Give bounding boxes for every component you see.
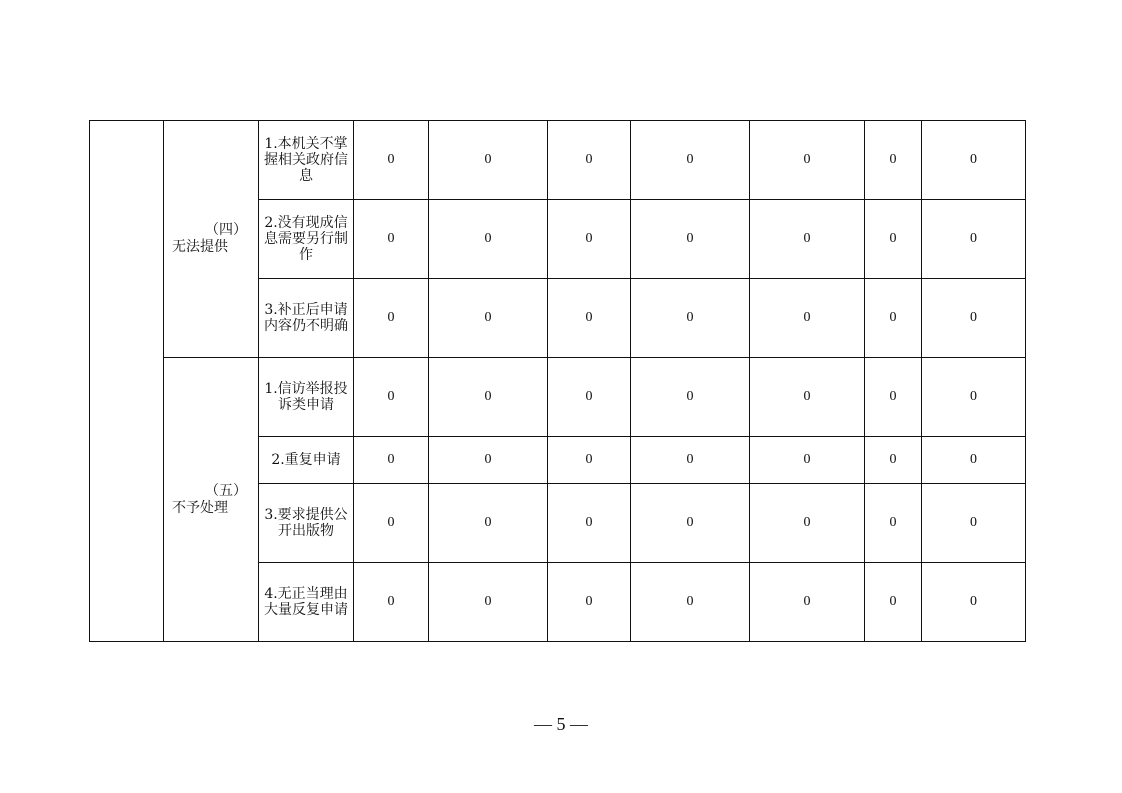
value-cell: 0 (865, 358, 922, 437)
value-cell: 0 (429, 358, 548, 437)
item-label: 2.重复申请 (259, 437, 354, 484)
value-cell: 0 (354, 563, 429, 642)
value-cell: 0 (429, 200, 548, 279)
value-cell: 0 (354, 121, 429, 200)
group-number: （五） (205, 482, 247, 499)
group-label-cell (164, 121, 259, 358)
value-cell: 0 (354, 279, 429, 358)
group-title: 不予处理 (172, 499, 228, 516)
value-cell: 0 (548, 484, 631, 563)
table-row (90, 358, 1026, 437)
value-cell: 0 (750, 121, 865, 200)
value-cell: 0 (631, 200, 750, 279)
value-cell: 0 (922, 358, 1026, 437)
value-cell: 0 (922, 279, 1026, 358)
statistics-table (89, 120, 1026, 642)
item-label: 1.信访举报投诉类申请 (259, 358, 354, 437)
value-cell: 0 (865, 200, 922, 279)
value-cell: 0 (865, 279, 922, 358)
value-cell: 0 (354, 358, 429, 437)
value-cell: 0 (750, 563, 865, 642)
value-cell: 0 (631, 563, 750, 642)
value-cell: 0 (548, 121, 631, 200)
value-cell: 0 (354, 437, 429, 484)
page-number: — 5 — (534, 714, 588, 734)
value-cell: 0 (429, 437, 548, 484)
value-cell: 0 (865, 437, 922, 484)
value-cell: 0 (865, 563, 922, 642)
value-cell: 0 (865, 484, 922, 563)
value-cell: 0 (631, 484, 750, 563)
value-cell: 0 (429, 121, 548, 200)
value-cell: 0 (750, 358, 865, 437)
value-cell: 0 (548, 358, 631, 437)
value-cell: 0 (922, 200, 1026, 279)
value-cell: 0 (922, 563, 1026, 642)
item-label: 3.要求提供公开出版物 (259, 484, 354, 563)
value-cell: 0 (750, 279, 865, 358)
empty-category-cell (90, 121, 164, 642)
item-label: 4.无正当理由大量反复申请 (259, 563, 354, 642)
value-cell: 0 (429, 484, 548, 563)
value-cell: 0 (922, 121, 1026, 200)
value-cell: 0 (922, 484, 1026, 563)
value-cell: 0 (750, 437, 865, 484)
value-cell: 0 (354, 200, 429, 279)
value-cell: 0 (750, 484, 865, 563)
value-cell: 0 (631, 279, 750, 358)
item-label: 3.补正后申请内容仍不明确 (259, 279, 354, 358)
value-cell: 0 (922, 437, 1026, 484)
value-cell: 0 (631, 358, 750, 437)
value-cell: 0 (354, 484, 429, 563)
table-row (90, 121, 1026, 200)
value-cell: 0 (548, 200, 631, 279)
group-label-cell (164, 358, 259, 642)
value-cell: 0 (631, 437, 750, 484)
value-cell: 0 (429, 279, 548, 358)
value-cell: 0 (548, 279, 631, 358)
value-cell: 0 (865, 121, 922, 200)
item-label: 1.本机关不掌握相关政府信息 (259, 121, 354, 200)
value-cell: 0 (548, 437, 631, 484)
value-cell: 0 (548, 563, 631, 642)
value-cell: 0 (750, 200, 865, 279)
value-cell: 0 (631, 121, 750, 200)
value-cell: 0 (429, 563, 548, 642)
group-number: （四） (205, 222, 247, 238)
group-title: 无法提供 (172, 239, 228, 255)
item-label: 2.没有现成信息需要另行制作 (259, 200, 354, 279)
